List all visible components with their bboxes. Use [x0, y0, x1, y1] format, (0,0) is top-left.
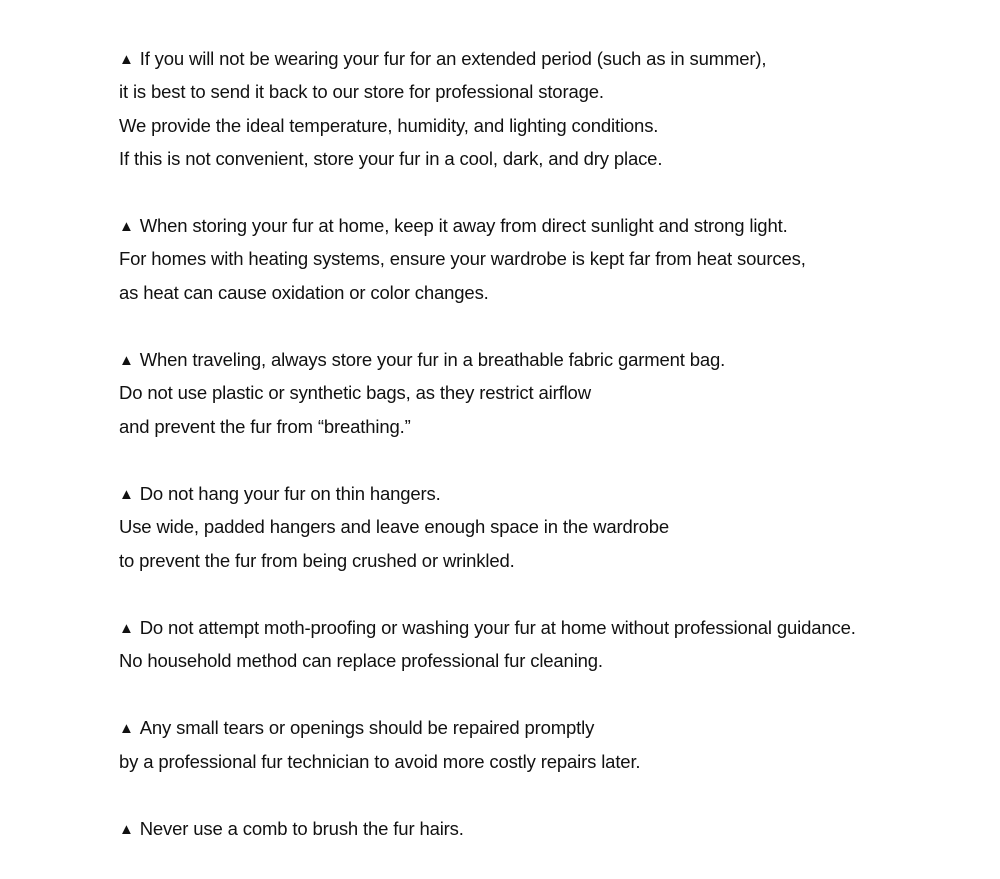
care-tip-summer-storage [119, 42, 979, 175]
triangle-bullet-icon: ▲ [119, 218, 134, 236]
tip-line: ▲ When traveling, always store your fur in a breathable fabric garment bag. [119, 343, 979, 376]
tip-line: ▲ Any small tears or openings should be repaired promptly [119, 711, 979, 744]
care-tip-brushing [119, 812, 979, 845]
care-tip-traveling [119, 343, 979, 443]
tip-line: Do not use plastic or synthetic bags, as they restrict airflow [119, 382, 591, 404]
tip-line: ▲ Do not attempt moth-proofing or washing your fur at home without professional guidance. [119, 611, 979, 644]
triangle-bullet-icon: ▲ [119, 720, 134, 738]
care-tip-cleaning [119, 611, 979, 678]
tip-line: it is best to send it back to our store for professional storage. [119, 81, 604, 103]
triangle-bullet-icon: ▲ [119, 619, 134, 637]
care-tip-repairs [119, 711, 979, 778]
tip-line: and prevent the fur from “breathing.” [119, 415, 411, 437]
tip-line: We provide the ideal temperature, humidity, and lighting conditions. [119, 114, 659, 136]
tip-line: Use wide, padded hangers and leave enough space in the wardrobe [119, 516, 670, 538]
care-tip-home-storage [119, 209, 979, 309]
tip-line: to prevent the fur from being crushed or wrinkled. [119, 549, 515, 571]
tip-line: For homes with heating systems, ensure your wardrobe is kept far from heat sources, [119, 248, 806, 270]
fur-care-instructions [119, 42, 979, 879]
tip-line: No household method can replace professional fur cleaning. [119, 650, 603, 672]
triangle-bullet-icon: ▲ [119, 821, 134, 839]
tip-line: ▲ Never use a comb to brush the fur hairs. [119, 812, 979, 845]
care-tip-hangers [119, 477, 979, 577]
triangle-bullet-icon: ▲ [119, 485, 134, 503]
tip-line: ▲ If you will not be wearing your fur for an extended period (such as in summer), [119, 42, 979, 75]
tip-line: If this is not convenient, store your fur in a cool, dark, and dry place. [119, 147, 663, 169]
tip-line: ▲ Do not hang your fur on thin hangers. [119, 477, 979, 510]
tip-line: by a professional fur technician to avoid more costly repairs later. [119, 750, 641, 772]
triangle-bullet-icon: ▲ [119, 51, 134, 68]
triangle-bullet-icon: ▲ [119, 352, 134, 370]
tip-line: as heat can cause oxidation or color changes. [119, 281, 489, 303]
tip-line: ▲ When storing your fur at home, keep it away from direct sunlight and strong light. [119, 209, 979, 242]
